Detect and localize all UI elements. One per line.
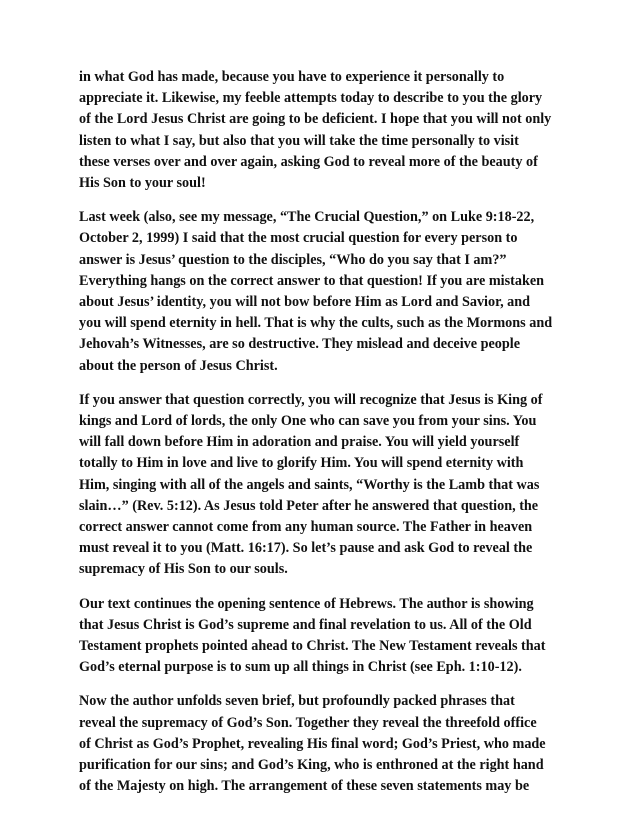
text-line: purification for our sins; and God’s King, who is enthroned at the right hand (79, 757, 544, 774)
text-line: these verses over and over again, asking God to reveal more of the beauty of (79, 153, 538, 170)
text-line: of Christ as God’s Prophet, revealing His final word; God’s Priest, who made (79, 735, 546, 752)
text-line: must reveal it to you (Matt. 16:17). So let’s pause and ask God to reveal the (79, 540, 533, 557)
text-line: God’s eternal purpose is to sum up all things in Christ (see Eph. 1:10-12). (79, 659, 522, 676)
text-line: supremacy of His Son to our souls. (79, 561, 288, 578)
text-line: listen to what I say, but also that you will take the time personally to visit (79, 132, 519, 149)
text-line: in what God has made, because you have to experience it personally to (79, 69, 505, 85)
paragraph (79, 67, 569, 194)
text-line: of the Lord Jesus Christ are going to be deficient. I hope that you will not only (79, 111, 552, 128)
text-line: slain…” (Rev. 5:12). As Jesus told Peter after he answered that question, the (79, 497, 539, 514)
document-body (79, 67, 569, 811)
text-line: about Jesus’ identity, you will not bow before Him as Lord and Savior, and (79, 294, 531, 311)
text-line: of the Majesty on high. The arrangement of these seven statements may be (79, 778, 530, 795)
text-line: Our text continues the opening sentence of Hebrews. The author is showing (79, 595, 534, 612)
text-line: Him, singing with all of the angels and saints, “Worthy is the Lamb that was (79, 476, 540, 493)
paragraph (79, 691, 569, 797)
text-line: His Son to your soul! (79, 175, 206, 192)
text-line: If you answer that question correctly, you will recognize that Jesus is King of (79, 391, 543, 408)
text-line: correct answer cannot come from any human source. The Father in heaven (79, 519, 533, 536)
text-line: totally to Him in love and live to glorify Him. You will spend eternity with (79, 455, 524, 472)
text-line: Everything hangs on the correct answer to that question! If you are mistaken (79, 272, 545, 289)
text-line: reveal the supremacy of God’s Son. Together they reveal the threefold office (79, 714, 537, 731)
text-line: will fall down before Him in adoration and praise. You will yield yourself (79, 434, 520, 451)
text-line: about the person of Jesus Christ. (79, 357, 278, 374)
text-line: Now the author unfolds seven brief, but profoundly packed phrases that (79, 693, 515, 710)
paragraph (79, 594, 569, 679)
text-line: Jehovah’s Witnesses, are so destructive. They mislead and deceive people (79, 336, 520, 353)
text-line: kings and Lord of lords, the only One who can save you from your sins. You (79, 413, 537, 430)
paragraph (79, 207, 569, 377)
text-line: Last week (also, see my message, “The Crucial Question,” on Luke 9:18-22, (79, 209, 535, 226)
text-line: Testament prophets pointed ahead to Christ. The New Testament reveals that (79, 638, 546, 655)
text-line: that Jesus Christ is God’s supreme and final revelation to us. All of the Old (79, 616, 532, 633)
paragraph (79, 390, 569, 581)
text-line: October 2, 1999) I said that the most crucial question for every person to (79, 230, 518, 247)
text-line: you will spend eternity in hell. That is why the cults, such as the Mormons and (79, 315, 553, 332)
text-line: answer is Jesus’ question to the disciples, “Who do you say that I am?” (79, 251, 507, 268)
text-line: appreciate it. Likewise, my feeble attempts today to describe to you the glory (79, 90, 543, 107)
